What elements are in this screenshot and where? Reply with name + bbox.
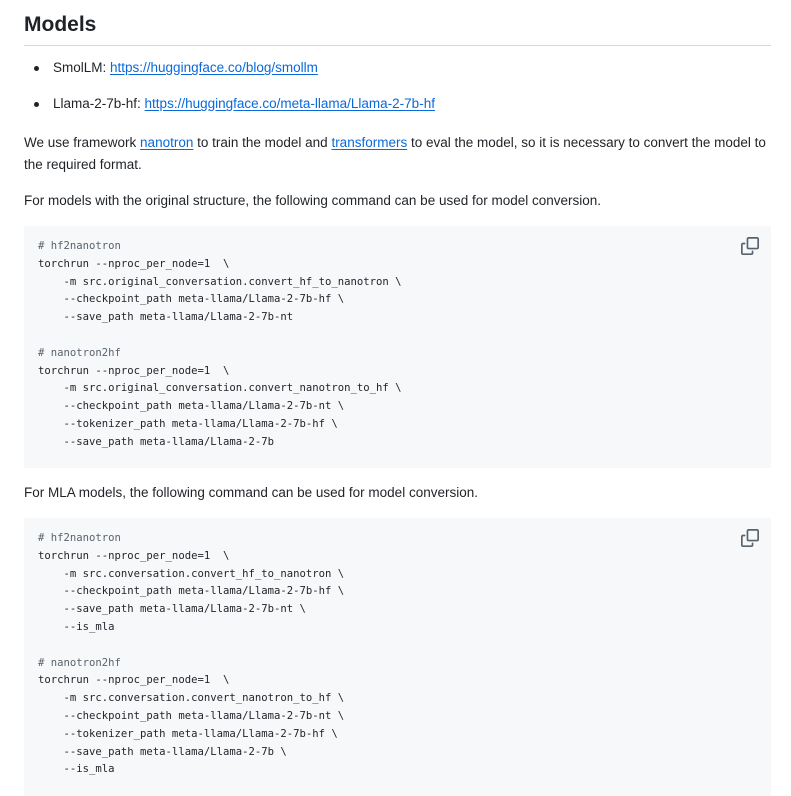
markdown-body [24,0,771,776]
original-description: For models with the original structure, the following command can be used for model conversion. [24,193,602,208]
code-line: --tokenizer_path meta-llama/Llama-2-7b-hf \ [38,417,338,430]
code-line: --checkpoint_path meta-llama/Llama-2-7b-nt \ [38,709,345,722]
code-block-original [24,226,771,468]
code-line: # hf2nanotron [38,532,121,544]
code-line: --checkpoint_path meta-llama/Llama-2-7b-hf \ [38,585,345,598]
code-line: -m src.conversation.convert_nanotron_to_hf \ [38,692,345,705]
code-line: --save_path meta-llama/Llama-2-7b-nt \ [38,603,306,616]
code-line: --is_mla [38,620,115,633]
code-line: # nanotron2hf [38,656,121,669]
code-line: --save_path meta-llama/Llama-2-7b \ [38,745,287,758]
code-line: --checkpoint_path meta-llama/Llama-2-7b-hf \ [38,293,345,306]
code-line: torchrun --nproc_per_node=1 \ [38,674,230,687]
bullet-icon [34,66,39,71]
model-link-smollm[interactable]: https://huggingface.co/blog/smollm [110,60,318,75]
transformers-link[interactable]: transformers [331,135,408,150]
model-list [24,58,771,114]
code-line [38,637,344,655]
code-line: --checkpoint_path meta-llama/Llama-2-7b-nt \ [38,400,345,413]
intro-text: We use framework [24,135,141,150]
intro-paragraph [24,132,771,176]
model-name: SmolLM: [53,60,111,75]
code-line: -m src.conversation.convert_hf_to_nanotron \ [38,567,345,580]
model-name: Llama-2-7b-hf: [53,96,145,111]
list-item [24,94,771,114]
code-line [38,327,402,345]
model-link-llama[interactable]: https://huggingface.co/meta-llama/Llama-2-7b-hf [144,96,435,111]
intro-text: to eval the model, so it is necessary to convert the model to the required format. [24,135,766,172]
code-line: # nanotron2hf [38,346,121,359]
code-line: --save_path meta-llama/Llama-2-7b-nt [38,311,294,324]
code-line: --save_path meta-llama/Llama-2-7b [38,435,274,448]
code-line: torchrun --nproc_per_node=1 \ [38,549,230,562]
code-line: torchrun --nproc_per_node=1 \ [38,364,230,377]
nanotron-link[interactable]: nanotron [140,135,194,150]
code-line: --is_mla [38,763,115,776]
code-line: torchrun --nproc_per_node=1 \ [38,257,230,270]
code-content[interactable] [38,238,402,452]
section-heading: Models [24,0,771,46]
code-line: --tokenizer_path meta-llama/Llama-2-7b-hf \ [38,727,338,740]
code-line: # hf2nanotron [38,240,121,252]
mla-description: For MLA models, the following command can be used for model conversion. [24,485,478,500]
intro-text: to train the model and [193,135,332,150]
code-content[interactable] [38,530,344,779]
code-block-mla [24,518,771,796]
bullet-icon [34,102,39,107]
copy-icon[interactable] [741,529,759,547]
list-item [24,58,771,78]
copy-icon[interactable] [741,237,759,255]
code-line: -m src.original_conversation.convert_hf_to_nanotron \ [38,275,402,288]
code-line: -m src.original_conversation.convert_nanotron_to_hf \ [38,382,402,395]
